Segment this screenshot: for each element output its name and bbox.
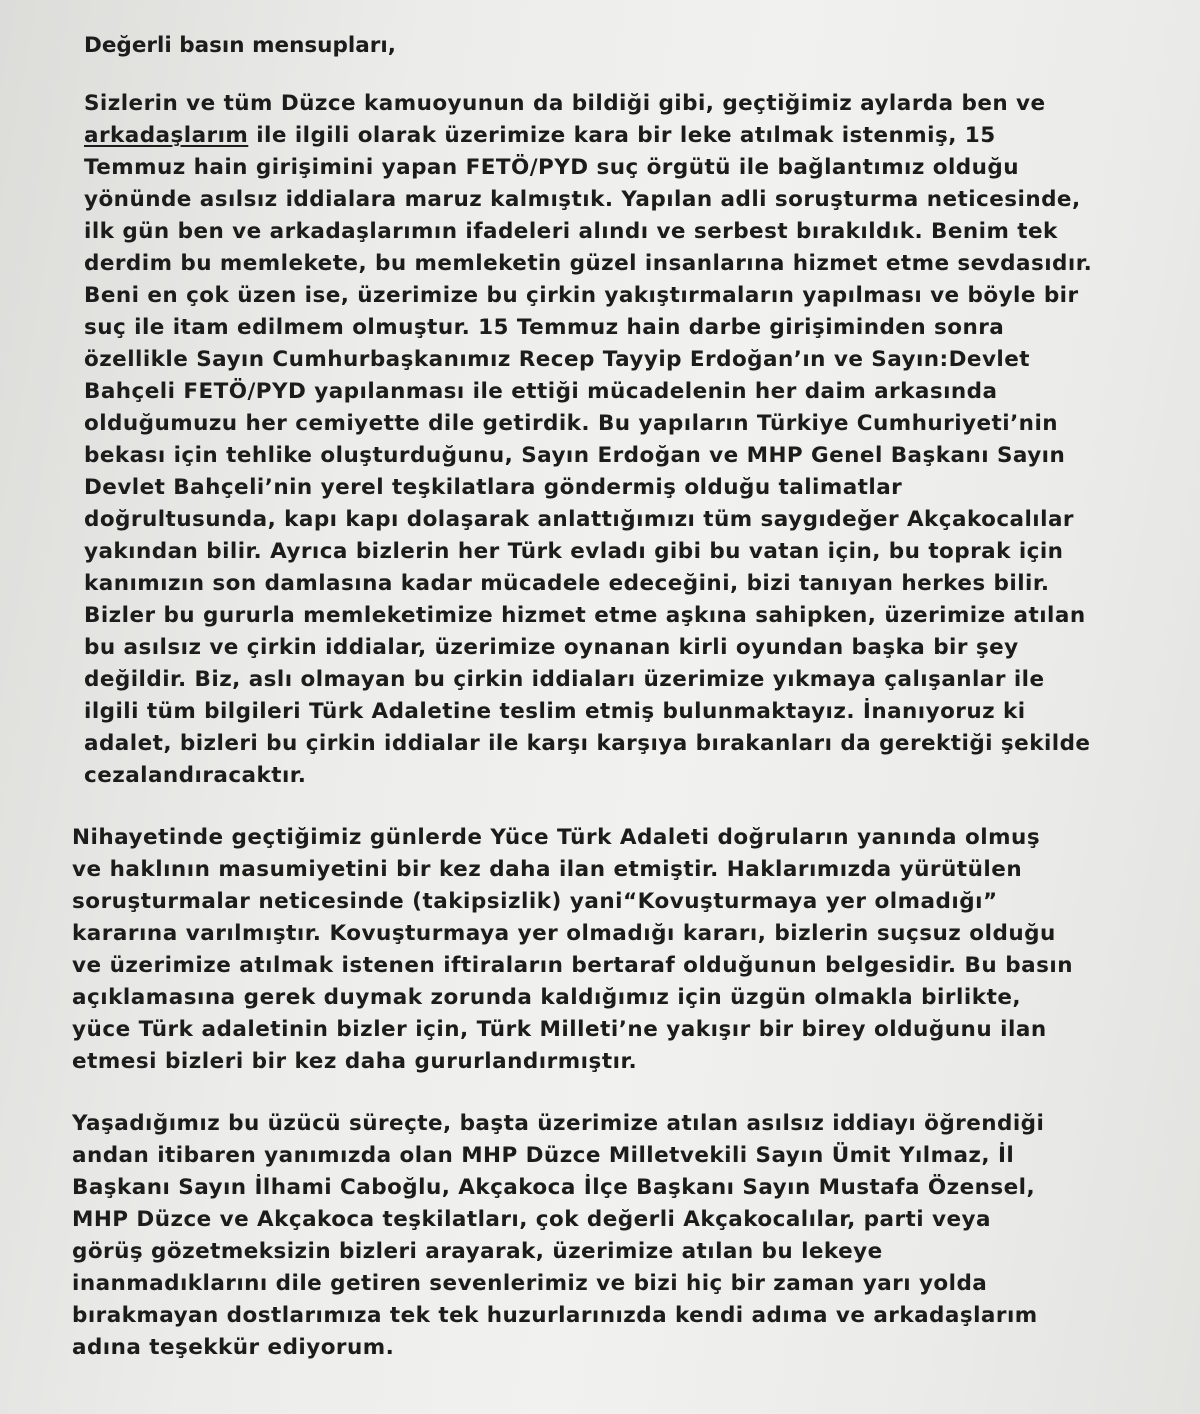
text-line: bekası için tehlike oluşturduğunu, Sayın Erdoğan ve MHP Genel Başkanı Sayın	[84, 443, 1066, 468]
text-line: Beni en çok üzen ise, üzerimize bu çirkin yakıştırmaların yapılması ve böyle bir	[84, 283, 1079, 308]
text-line: Sizlerin ve tüm Düzce kamuoyunun da bildiği gibi, geçtiğimiz aylarda ben ve	[84, 91, 1046, 116]
text-line: etmesi bizleri bir kez daha gururlandırmıştır.	[72, 1049, 638, 1074]
text-line: Temmuz hain girişimini yapan FETÖ/PYD suç örgütü ile bağlantımız olduğu	[84, 155, 1020, 180]
paragraph-2	[72, 822, 1178, 1078]
text-line: yüce Türk adaletinin bizler için, Türk Milleti’ne yakışır bir birey olduğunu ilan	[72, 1017, 1047, 1042]
text-line: açıklamasına gerek duymak zorunda kaldığımız için üzgün olmakla birlikte,	[72, 985, 1022, 1010]
text-line: Bizler bu gururla memleketimize hizmet etme aşkına sahipken, üzerimize atılan	[84, 603, 1086, 628]
text-line: andan itibaren yanımızda olan MHP Düzce Milletvekili Sayın Ümit Yılmaz, İl	[72, 1143, 1015, 1168]
text-line: doğrultusunda, kapı kapı dolaşarak anlattığımızı tüm saygıdeğer Akçakocalılar	[84, 507, 1074, 532]
text-line: adalet, bizleri bu çirkin iddialar ile karşı karşıya bırakanları da gerektiği şekilde	[84, 731, 1091, 756]
text-line: kanımızın son damlasına kadar mücadele edeceğini, bizi tanıyan herkes bilir.	[84, 571, 1050, 596]
salutation: Değerli basın mensupları,	[84, 33, 396, 58]
text-line: bu asılsız ve çirkin iddialar, üzerimize oynanan kirli oyundan başka bir şey	[84, 635, 1019, 660]
underlined-word: arkadaşlarım	[84, 123, 249, 148]
text-line-rest: ile ilgili olarak üzerimize kara bir leke atılmak istenmiş, 15	[256, 123, 996, 148]
text-line: Başkanı Sayın İlhami Caboğlu, Akçakoca İlçe Başkanı Sayın Mustafa Özensel,	[72, 1175, 1036, 1200]
text-line: olduğumuzu her cemiyette dile getirdik. Bu yapıların Türkiye Cumhuriyeti’nin	[84, 411, 1059, 436]
text-line: ve üzerimize atılmak istenen iftiraların bertaraf olduğunun belgesidir. Bu basın	[72, 953, 1074, 978]
text-line: inanmadıklarını dile getiren sevenlerimiz ve bizi hiç bir zaman yarı yolda	[72, 1271, 988, 1296]
text-line: MHP Düzce ve Akçakoca teşkilatları, çok değerli Akçakocalılar, parti veya	[72, 1207, 991, 1232]
text-line: cezalandıracaktır.	[84, 763, 307, 788]
text-line: özellikle Sayın Cumhurbaşkanımız Recep Tayyip Erdoğan’ın ve Sayın:Devlet	[84, 347, 1030, 372]
text-line: Yaşadığımız bu üzücü süreçte, başta üzerimize atılan asılsız iddiayı öğrendiği	[72, 1111, 1045, 1136]
text-line: derdim bu memlekete, bu memleketin güzel insanlarına hizmet etme sevdasıdır.	[84, 251, 1093, 276]
text-line: ilk gün ben ve arkadaşlarımın ifadeleri alındı ve serbest bırakıldık. Benim tek	[84, 219, 1058, 244]
text-line: yakından bilir. Ayrıca bizlerin her Türk evladı gibi bu vatan için, bu toprak için	[84, 539, 1064, 564]
text-line: yönünde asılsız iddialara maruz kalmıştık. Yapılan adli soruşturma neticesinde,	[84, 187, 1081, 212]
text-line: ve haklının masumiyetini bir kez daha ilan etmiştir. Haklarımızda yürütülen	[72, 857, 1023, 882]
text-line: adına teşekkür ediyorum.	[72, 1335, 395, 1360]
text-line: suç ile itam edilmem olmuştur. 15 Temmuz hain darbe girişiminden sonra	[84, 315, 1005, 340]
paragraph-1	[72, 88, 1178, 792]
text-line: görüş gözetmeksizin bizleri arayarak, üzerimize atılan bu lekeye	[72, 1239, 883, 1264]
text-line: Devlet Bahçeli’nin yerel teşkilatlara göndermiş olduğu talimatlar	[84, 475, 903, 500]
text-line: ilgili tüm bilgileri Türk Adaletine teslim etmiş bulunmaktayız. İnanıyoruz ki	[84, 699, 1026, 724]
text-line	[84, 120, 1178, 152]
paragraph-3	[72, 1108, 1178, 1364]
text-line: soruşturmalar neticesinde (takipsizlik) yani“Kovuşturmaya yer olmadığı”	[72, 889, 998, 914]
text-line: değildir. Biz, aslı olmayan bu çirkin iddiaları üzerimize yıkmaya çalışanlar ile	[84, 667, 1045, 692]
text-line: bırakmayan dostlarımıza tek tek huzurlarınızda kendi adıma ve arkadaşlarım	[72, 1303, 1038, 1328]
text-line: Bahçeli FETÖ/PYD yapılanması ile ettiği mücadelenin her daim arkasında	[84, 379, 998, 404]
text-line: kararına varılmıştır. Kovuşturmaya yer olmadığı kararı, bizlerin suçsuz olduğu	[72, 921, 1056, 946]
text-line: Nihayetinde geçtiğimiz günlerde Yüce Türk Adaleti doğruların yanında olmuş	[72, 825, 1041, 850]
